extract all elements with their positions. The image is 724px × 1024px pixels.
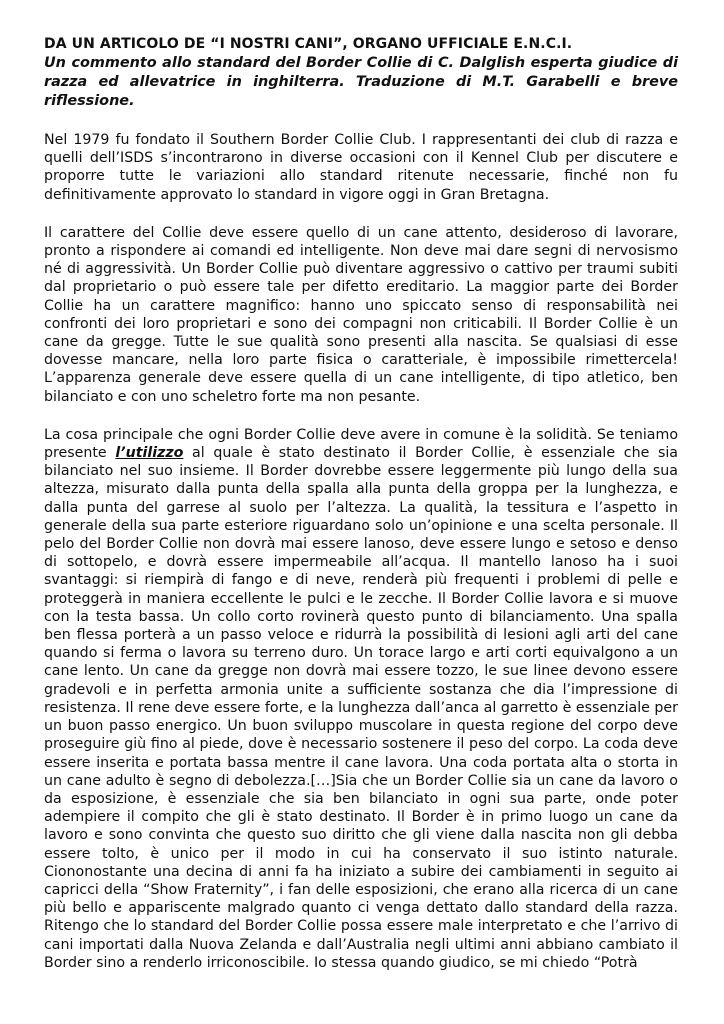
paragraph-3-after: al quale è stato destinato il Border Collie, è essenziale che sia bilanciato nel suo insieme. Il Border dovrebbe essere leggermente più lungo della sua altezza, misurato dalla punta della spalla alla punta della groppa per la lunghezza, e dalla punta del garrese al suolo per l’altezza. La qualità, la tessitura e l’aspetto in generale della sua parte esteriore riguardano solo un’opinione e una scelta personale. Il pelo del Border Collie non dovrà mai essere lanoso, deve essere lungo e setoso e denso di sottopelo, e dovrà essere impermeabile all’acqua. Il mantello lanoso ha i suoi svantaggi: si riempirà di fango e di neve, renderà più frequenti i problemi di pelle e proteggerà in maniera eccellente le pulci e le zecche. Il Border Collie lavora e si muove con la testa bassa. Un collo corto rovinerà questo punto di bilanciamento. Una spalla ben flessa porterà a un passo veloce e ridurrà la possibilità di lesioni agli arti del cane quando si ferma o lavora su terreno duro. Un torace largo e arti corti equivalgono a un cane lento. Un cane da gregge non dovrà mai essere tozzo, le sue linee devono essere gradevoli e in perfetta armonia unite a sufficiente sostanza che dia l’impressione di resistenza. Il rene deve essere forte, e la lunghezza dall’anca al garretto è essenziale per un buon passo energico. Un buon sviluppo muscolare in questa regione del corpo deve proseguire giù fino al piede, dove è necessario sostenere il peso del corpo. La coda deve essere inserita e portata bassa mentre il cane lavora. Una coda portata alta o storta in un cane adulto è segno di debolezza.[…]Sia che un Border Collie sia un cane da lavoro o da esposizione, è essenziale che sia ben bilanciato in ogni sua parte, onde poter adempiere il compito che gli è stato destinato. Il Border è in primo luogo un cane da lavoro e sono convinta che questo suo diritto che gli viene dalla nascita non gli debba essere tolto, è unico per il modo in cui ha conservato il suo istinto naturale. Ciononostante una decina di anni fa ha iniziato a subire dei cambiamenti in seguito ai capricci della “Show Fraternity”, i fan delle esposizioni, che erano alla ricerca di un cane più bello e appariscente malgrado quanto ci venga dettato dallo standard della razza. Ritengo che lo standard del Border Collie possa essere male interpretato e che l’arrivo di cani importati dalla Nuova Zelanda e dall’Australia negli ultimi anni abbiano cambiato il Border sino a renderlo irriconoscibile. Io stessa quando giudico, se mi chiedo “Potrà	[44, 445, 679, 971]
emphasis-utilizzo: l’utilizzo	[115, 445, 184, 462]
document-subtitle: Un commento allo standard del Border Collie di C. Dalglish esperta giudice di razza ed allevatrice in inghilterra. Traduzione di M.T. Garabelli e breve riflessione.	[44, 55, 678, 109]
paragraph-3-before: La cosa principale che ogni Border Collie deve avere in comune è la solidità. Se teniamo presente	[44, 426, 678, 462]
paragraph-3	[44, 426, 678, 972]
paragraph-1: Nel 1979 fu fondato il Southern Border Collie Club. I rappresentanti dei club di razza e quelli dell’ISDS s’incontrarono in diverse occasioni con il Kennel Club per discutere e proporre tutte le variazioni allo standard ritenute necessarie, finché non fu definitivamente approvato lo standard in vigore oggi in Gran Bretagna.	[44, 132, 678, 203]
document-title: DA UN ARTICOLO DE “I NOSTRI CANI”, ORGANO UFFICIALE E.N.C.I.	[44, 36, 573, 52]
document-page	[44, 34, 678, 972]
paragraph-2: Il carattere del Collie deve essere quello di un cane attento, desideroso di lavorare, pronto a rispondere ai comandi ed intelligente. Non deve mai dare segni di nervosismo né di aggressività. Un Border Collie può diventare aggressivo o cattivo per traumi subiti dal proprietario o può essere tale per difetto ereditario. La maggior parte dei Border Collie ha un carattere magnifico: hanno uno spiccato senso di responsabilità nei confronti dei loro proprietari e sono dei compagni non criticabili. Il Border Collie è un cane da gregge. Tutte le sue qualità sono presenti alla nascita. Se qualsiasi di esse dovesse mancare, nella loro parte fisica o caratteriale, è impossibile rimettercela! L’apparenza generale deve essere quella di un cane intelligente, di tipo atletico, ben bilanciato e con uno scheletro forte ma non pesante.	[44, 224, 678, 405]
